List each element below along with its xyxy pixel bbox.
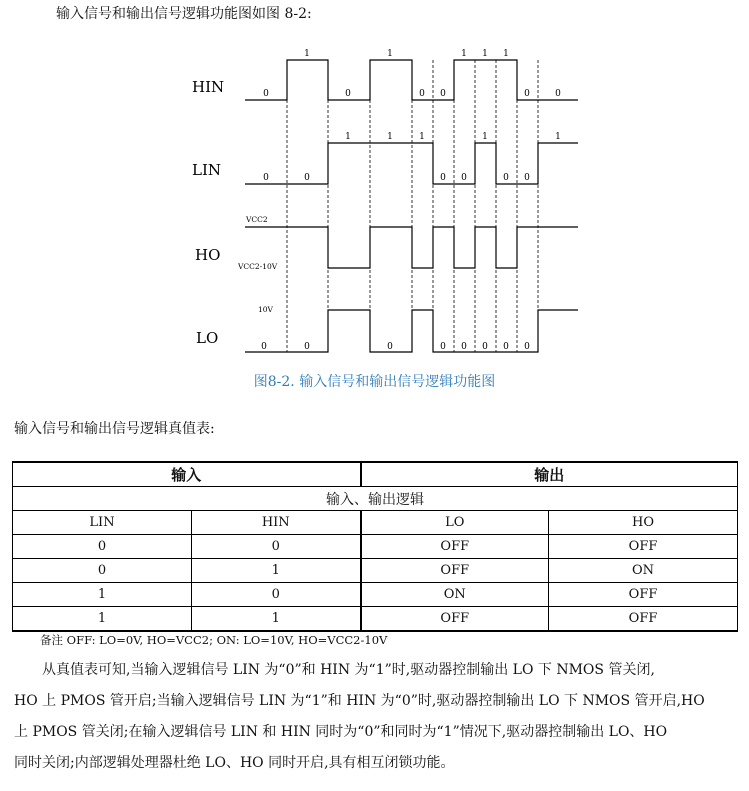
transition-guides [287, 60, 538, 352]
cell-lo: ON [361, 583, 549, 607]
paragraph-line: 上 PMOS 管关闭;在输入逻辑信号 LIN 和 HIN 同时为“0”和同时为“1”情况下,驱动器控制输出 LO、HO [14, 724, 668, 740]
cell-hin: 1 [192, 559, 361, 583]
lo-level: 10V [258, 305, 273, 314]
lin-mark: 1 [419, 132, 425, 142]
cell-ho: ON [549, 559, 738, 583]
cell-lo: OFF [361, 535, 549, 559]
lo-mark: 0 [440, 342, 446, 352]
table-row [13, 583, 738, 607]
hin-mark: 0 [345, 89, 351, 99]
table-note: 备注 OFF: LO=0V, HO=VCC2; ON: LO=10V, HO=VCC2-10V [40, 633, 388, 647]
lo-mark: 0 [304, 342, 310, 352]
hin-mark: 0 [440, 89, 446, 99]
lin-mark: 1 [345, 132, 351, 142]
signal-label-ho: HO [195, 246, 221, 264]
table-row [13, 607, 738, 632]
cell-ho: OFF [549, 535, 738, 559]
lin-mark: 0 [263, 173, 269, 183]
table-subtitle: 输入、输出逻辑 [13, 487, 738, 511]
column-header-lo: LO [361, 511, 549, 535]
table-subtitle-row [13, 487, 738, 511]
lin-mark: 1 [482, 132, 488, 142]
group-input-header: 输入 [13, 462, 361, 487]
lo-mark: 0 [503, 342, 509, 352]
cell-hin: 0 [192, 535, 361, 559]
table-group-header-row [13, 462, 738, 487]
signal-label-hin: HIN [192, 78, 225, 96]
group-output-header: 输出 [361, 462, 738, 487]
truth-table [12, 461, 738, 632]
cell-ho: OFF [549, 583, 738, 607]
signal-label-lin: LIN [192, 161, 222, 179]
paragraph-line: 从真值表可知,当输入逻辑信号 LIN 为“0”和 HIN 为“1”时,驱动器控制输出 LO 下 NMOS 管关闭, [42, 662, 655, 678]
signal-label-lo: LO [196, 329, 219, 347]
figure-caption: 图8-2. 输入信号和输出信号逻辑功能图 [253, 374, 496, 390]
hin-mark: 0 [419, 89, 425, 99]
lo-mark: 0 [461, 342, 467, 352]
lin-mark: 1 [555, 132, 561, 142]
hin-mark: 1 [482, 49, 488, 59]
hin-mark: 1 [503, 49, 509, 59]
cell-lo: OFF [361, 559, 549, 583]
logic-timing-diagram [0, 40, 749, 370]
cell-lin: 0 [13, 559, 192, 583]
cell-hin: 0 [192, 583, 361, 607]
lo-marks [261, 342, 530, 352]
hin-mark: 0 [524, 89, 530, 99]
explanation-paragraph [14, 655, 736, 779]
lin-mark: 0 [304, 173, 310, 183]
cell-lin: 1 [13, 607, 192, 632]
table-row [13, 535, 738, 559]
lin-mark: 1 [387, 132, 393, 142]
hin-mark: 0 [263, 89, 269, 99]
ho-level-high: VCC2 [246, 215, 268, 224]
hin-mark: 1 [461, 49, 467, 59]
intro-text: 输入信号和输出信号逻辑功能图如图 8-2: [56, 6, 312, 22]
lo-mark: 0 [524, 342, 530, 352]
column-header-hin: HIN [192, 511, 361, 535]
table-row [13, 559, 738, 583]
cell-lo: OFF [361, 607, 549, 632]
paragraph-line: 同时关闭;内部逻辑处理器杜绝 LO、HO 同时开启,具有相互闭锁功能。 [14, 755, 455, 771]
cell-lin: 1 [13, 583, 192, 607]
lin-mark: 0 [524, 173, 530, 183]
column-header-ho: HO [549, 511, 738, 535]
lo-mark: 0 [482, 342, 488, 352]
lin-mark: 0 [461, 173, 467, 183]
hin-mark: 1 [304, 49, 310, 59]
cell-lin: 0 [13, 535, 192, 559]
ho-level-low: VCC2-10V [238, 262, 278, 271]
hin-mark: 1 [387, 49, 393, 59]
truth-table-heading: 输入信号和输出信号逻辑真值表: [14, 421, 215, 437]
table-column-header-row [13, 511, 738, 535]
column-header-lin: LIN [13, 511, 192, 535]
paragraph-line: HO 上 PMOS 管开启;当输入逻辑信号 LIN 为“1”和 HIN 为“0”时,驱动器控制输出 LO 下 NMOS 管开启,HO [14, 693, 705, 709]
hin-mark: 0 [555, 89, 561, 99]
cell-ho: OFF [549, 607, 738, 632]
cell-hin: 1 [192, 607, 361, 632]
lin-mark: 0 [440, 173, 446, 183]
lin-mark: 0 [503, 173, 509, 183]
lo-mark: 0 [387, 342, 393, 352]
lo-mark: 0 [261, 342, 267, 352]
ho-waveform [245, 227, 578, 268]
